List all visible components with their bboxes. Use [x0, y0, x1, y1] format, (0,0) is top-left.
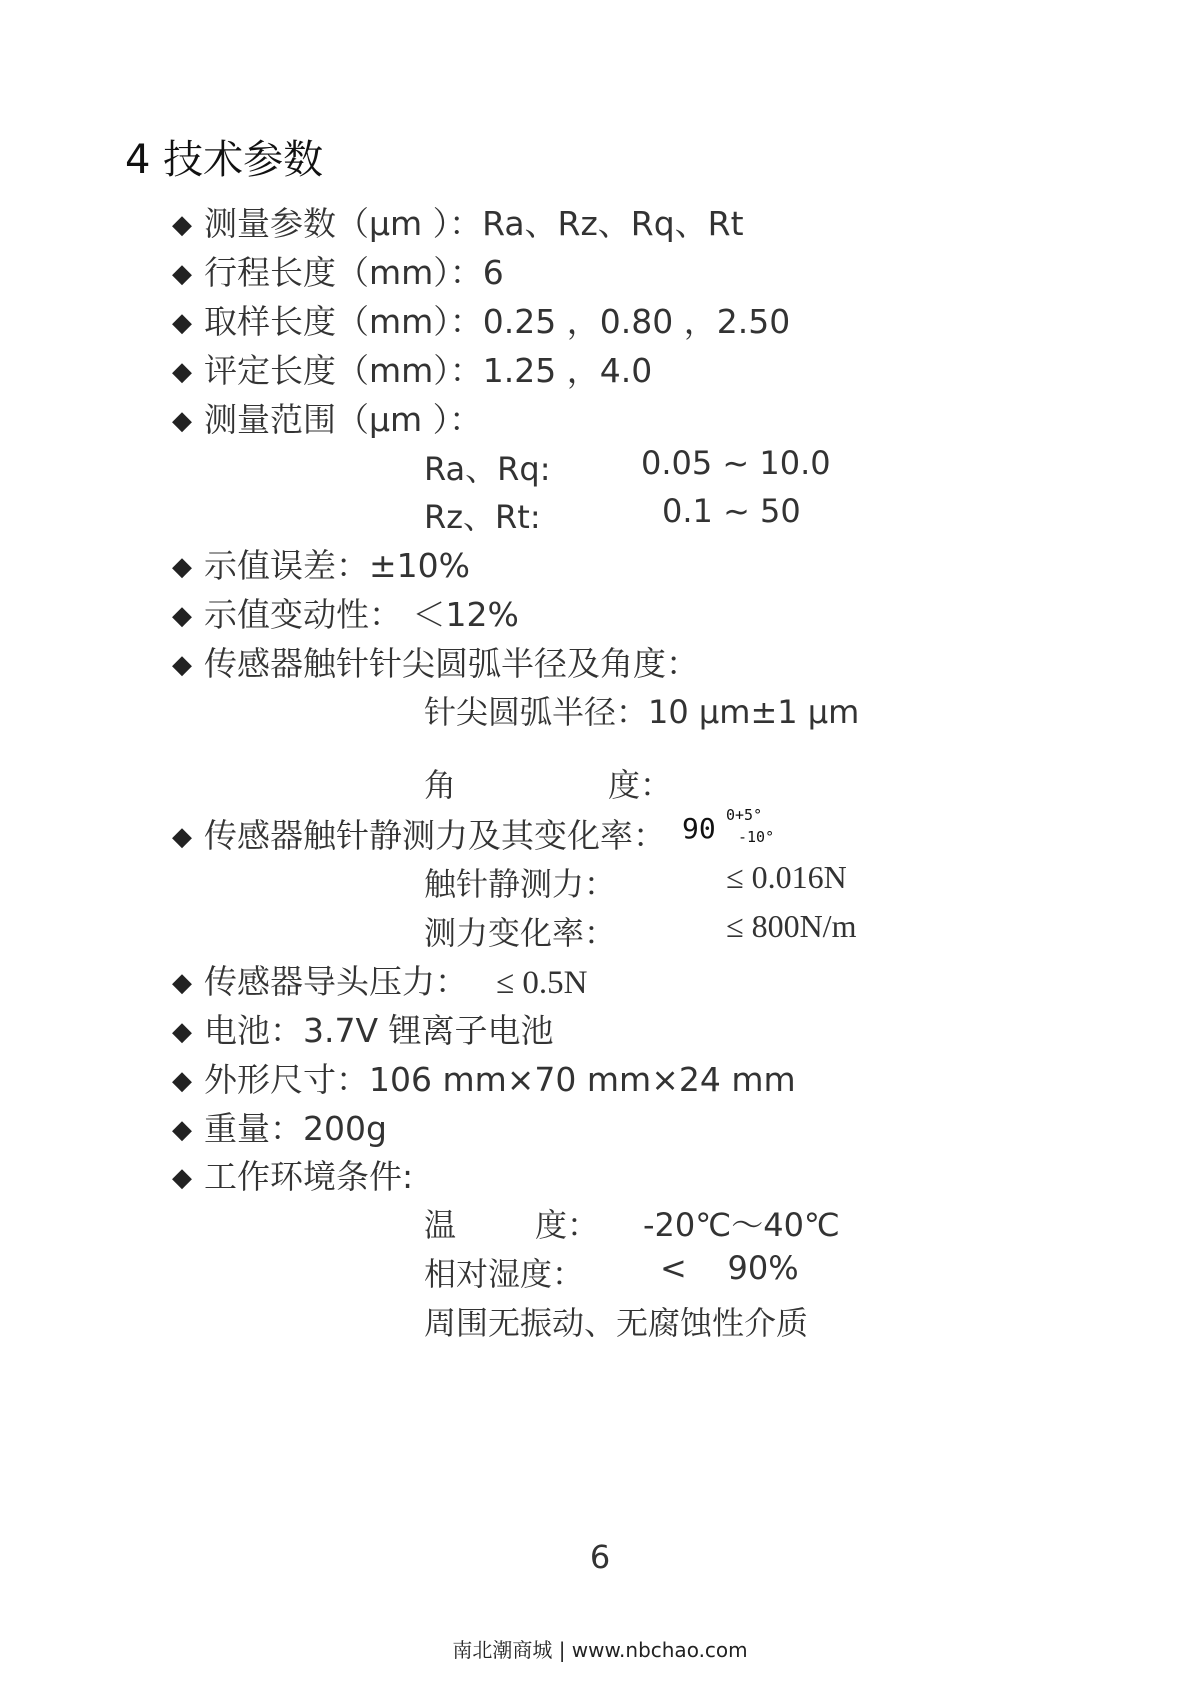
list-item: ◆ 重量：200g — [172, 1109, 387, 1148]
diamond-bullet-icon: ◆ — [172, 822, 192, 852]
diamond-bullet-icon: ◆ — [172, 552, 192, 582]
range-label: Rz、Rt: — [424, 498, 541, 536]
force-label: 触针静测力： — [424, 865, 617, 903]
range-value: 0.05 ~ 10.0 — [641, 444, 831, 482]
section-title: 4 技术参数 — [125, 137, 324, 183]
diamond-bullet-icon: ◆ — [172, 1017, 192, 1047]
force-value: ≤ 0.016N — [726, 859, 847, 895]
force-label: 测力变化率： — [424, 914, 617, 952]
diamond-bullet-icon: ◆ — [172, 1163, 192, 1193]
list-item: ◆ 传感器导头压力： ≤ 0.5N — [172, 962, 588, 1001]
stylus-radius-value: 10 μm±1 μm — [648, 693, 860, 731]
footer-link[interactable]: 南北潮商城 | www.nbchao.com — [452, 1638, 748, 1662]
range-value: 0.1 ~ 50 — [662, 492, 801, 530]
diamond-bullet-icon: ◆ — [172, 259, 192, 289]
list-item: ◆ 电池：3.7V 锂离子电池 — [172, 1011, 554, 1050]
stylus-radius-label: 针尖圆弧半径： — [424, 693, 649, 731]
list-item: ◆ 行程长度（mm）：6 — [172, 253, 504, 292]
diamond-bullet-icon: ◆ — [172, 650, 192, 680]
list-item: ◆ 工作环境条件: — [172, 1157, 414, 1196]
angle-base: 90 — [682, 812, 716, 845]
page-number: 6 — [589, 1538, 611, 1576]
env-temp-label-a: 温 — [424, 1206, 457, 1244]
list-item: ◆ 示值误差：±10% — [172, 546, 470, 585]
env-temp-label-b: 度： — [535, 1206, 600, 1244]
diamond-bullet-icon: ◆ — [172, 210, 192, 240]
stylus-angle-value — [682, 806, 792, 852]
diamond-bullet-icon: ◆ — [172, 357, 192, 387]
diamond-bullet-icon: ◆ — [172, 968, 192, 998]
list-item: ◆ 外形尺寸：106 mm×70 mm×24 mm — [172, 1060, 796, 1099]
list-item: ◆ 取样长度（mm）：0.25 ，0.80 ，2.50 — [172, 302, 791, 341]
list-item: ◆ 传感器触针针尖圆弧半径及角度： — [172, 644, 699, 683]
force-value: ≤ 800N/m — [726, 908, 857, 944]
stylus-angle-label-b: 度： — [608, 766, 673, 804]
env-humidity-value: < 90% — [660, 1249, 799, 1287]
list-item: ◆ 测量范围（μm ）： — [172, 400, 483, 439]
env-humidity-label: 相对湿度： — [424, 1255, 585, 1293]
stylus-radius-row — [424, 687, 859, 733]
diamond-bullet-icon: ◆ — [172, 601, 192, 631]
diamond-bullet-icon: ◆ — [172, 308, 192, 338]
diamond-bullet-icon: ◆ — [172, 406, 192, 436]
diamond-bullet-icon: ◆ — [172, 1115, 192, 1145]
angle-lower-tolerance: -10° — [738, 828, 775, 846]
diamond-bullet-icon: ◆ — [172, 1066, 192, 1096]
env-note: 周围无振动、无腐蚀性介质 — [424, 1304, 809, 1342]
list-item: ◆ 传感器触针静测力及其变化率： — [172, 816, 666, 855]
list-item: ◆ 测量参数（μm ）：Ra、Rz、Rq、Rt — [172, 204, 744, 243]
range-label: Ra、Rq: — [424, 450, 551, 488]
stylus-angle-label-a: 角 — [424, 766, 457, 804]
env-temp-value: -20℃～40℃ — [643, 1206, 840, 1244]
list-item: ◆ 评定长度（mm）：1.25 ，4.0 — [172, 351, 653, 390]
angle-upper-tolerance: 0+5° — [726, 806, 763, 824]
list-item: ◆ 示值变动性： ＜12% — [172, 595, 519, 634]
